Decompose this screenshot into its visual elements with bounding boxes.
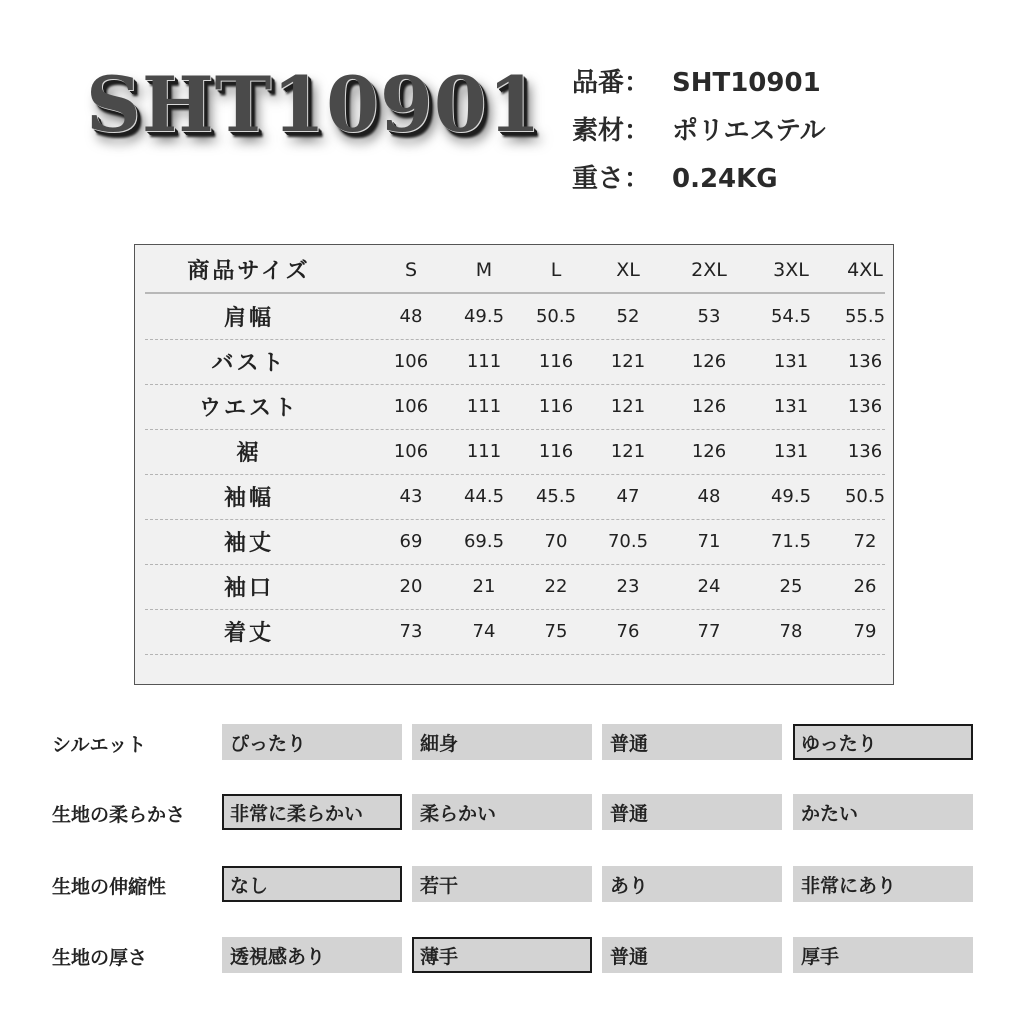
size-value-cell: 72 — [853, 531, 877, 552]
size-value-cell: 106 — [393, 351, 429, 372]
spec-item-number — [572, 62, 821, 99]
spec-key: 素材： — [572, 116, 651, 146]
table-row — [145, 384, 885, 430]
size-value-cell: 69.5 — [463, 531, 505, 552]
size-value-cell: 49.5 — [770, 486, 812, 507]
size-value-cell: 126 — [691, 351, 727, 372]
size-header-4xl: 4XL — [847, 258, 883, 281]
size-value-cell: 111 — [466, 441, 502, 462]
feature-label: 生地の厚さ — [52, 947, 148, 969]
size-value-cell: 121 — [610, 441, 646, 462]
size-value-cell: 111 — [466, 396, 502, 417]
size-table-header — [145, 247, 885, 294]
feature-label: シルエット — [52, 734, 147, 756]
row-label: 裾 — [236, 441, 262, 466]
spec-value: ポリエステル — [672, 116, 826, 146]
size-value-cell: 69 — [399, 531, 423, 552]
row-label: ウエスト — [198, 396, 299, 421]
size-value-cell: 121 — [610, 351, 646, 372]
table-row — [145, 339, 885, 385]
size-value-cell: 121 — [610, 396, 646, 417]
size-header-3xl: 3XL — [773, 258, 809, 281]
size-value-cell: 20 — [399, 576, 423, 597]
size-value-cell: 45.5 — [535, 486, 577, 507]
size-value-cell: 126 — [691, 441, 727, 462]
size-value-cell: 47 — [616, 486, 640, 507]
feature-option: 若干 — [412, 866, 592, 902]
size-value-cell: 50.5 — [844, 486, 886, 507]
feature-option: 柔らかい — [412, 794, 592, 830]
size-value-cell: 24 — [697, 576, 721, 597]
row-label: 袖丈 — [223, 531, 274, 556]
spec-weight — [572, 158, 778, 195]
size-value-cell: 54.5 — [770, 306, 812, 327]
feature-label: 生地の柔らかさ — [52, 804, 186, 826]
size-value-cell: 136 — [847, 396, 883, 417]
size-header-l: L — [550, 258, 562, 281]
size-value-cell: 111 — [466, 351, 502, 372]
size-value-cell: 116 — [538, 396, 574, 417]
size-value-cell: 77 — [697, 621, 721, 642]
size-value-cell: 131 — [773, 441, 809, 462]
feature-label: 生地の伸縮性 — [52, 876, 167, 898]
feature-option: 普通 — [602, 937, 782, 973]
size-value-cell: 106 — [393, 441, 429, 462]
size-value-cell: 23 — [616, 576, 640, 597]
size-header-2xl: 2XL — [691, 258, 727, 281]
size-value-cell: 79 — [853, 621, 877, 642]
feature-option: 普通 — [602, 794, 782, 830]
row-label: 肩幅 — [223, 306, 274, 331]
spec-key: 品番： — [572, 68, 651, 98]
table-row — [145, 474, 885, 520]
size-header-m: M — [475, 258, 493, 281]
size-table — [134, 244, 894, 685]
feature-option: 非常にあり — [793, 866, 973, 902]
size-value-cell: 76 — [616, 621, 640, 642]
size-value-cell: 75 — [544, 621, 568, 642]
feature-option-selected: 非常に柔らかい — [222, 794, 402, 830]
size-value-cell: 48 — [697, 486, 721, 507]
feature-option: かたい — [793, 794, 973, 830]
size-header-xl: XL — [616, 258, 640, 281]
size-value-cell: 55.5 — [844, 306, 886, 327]
feature-option-selected: なし — [222, 866, 402, 902]
spec-key: 重さ： — [572, 164, 651, 194]
feature-option: 透視感あり — [222, 937, 402, 973]
size-value-cell: 43 — [399, 486, 423, 507]
size-value-cell: 106 — [393, 396, 429, 417]
table-row — [145, 519, 885, 565]
size-value-cell: 78 — [779, 621, 803, 642]
size-value-cell: 126 — [691, 396, 727, 417]
header-label: 商品サイズ — [187, 259, 311, 284]
size-value-cell: 50.5 — [535, 306, 577, 327]
size-value-cell: 49.5 — [463, 306, 505, 327]
size-value-cell: 70 — [544, 531, 568, 552]
size-value-cell: 71.5 — [770, 531, 812, 552]
product-logo: SHT10901 — [86, 60, 542, 149]
table-row — [145, 609, 885, 655]
row-label: 袖口 — [223, 576, 274, 601]
size-value-cell: 70.5 — [607, 531, 649, 552]
size-header-s: S — [404, 258, 418, 281]
spec-value: 0.24KG — [672, 164, 778, 194]
size-value-cell: 131 — [773, 351, 809, 372]
size-value-cell: 22 — [544, 576, 568, 597]
size-value-cell: 131 — [773, 396, 809, 417]
size-value-cell: 136 — [847, 441, 883, 462]
feature-option: 厚手 — [793, 937, 973, 973]
table-row — [145, 294, 885, 340]
size-value-cell: 44.5 — [463, 486, 505, 507]
size-value-cell: 73 — [399, 621, 423, 642]
spec-value: SHT10901 — [672, 68, 821, 98]
feature-option: あり — [602, 866, 782, 902]
feature-option: 普通 — [602, 724, 782, 760]
size-value-cell: 52 — [616, 306, 640, 327]
row-label: 着丈 — [223, 621, 274, 646]
table-row — [145, 564, 885, 610]
feature-option-selected: ゆったり — [793, 724, 973, 760]
size-value-cell: 48 — [399, 306, 423, 327]
size-value-cell: 136 — [847, 351, 883, 372]
size-value-cell: 71 — [697, 531, 721, 552]
table-row — [145, 429, 885, 475]
size-value-cell: 74 — [472, 621, 496, 642]
size-value-cell: 116 — [538, 441, 574, 462]
feature-option-selected: 薄手 — [412, 937, 592, 973]
size-value-cell: 25 — [779, 576, 803, 597]
row-label: バスト — [211, 351, 287, 376]
feature-option: ぴったり — [222, 724, 402, 760]
spec-material — [572, 110, 826, 147]
feature-option: 細身 — [412, 724, 592, 760]
size-value-cell: 26 — [853, 576, 877, 597]
row-label: 袖幅 — [223, 486, 274, 511]
size-value-cell: 53 — [697, 306, 721, 327]
size-value-cell: 21 — [472, 576, 496, 597]
size-value-cell: 116 — [538, 351, 574, 372]
